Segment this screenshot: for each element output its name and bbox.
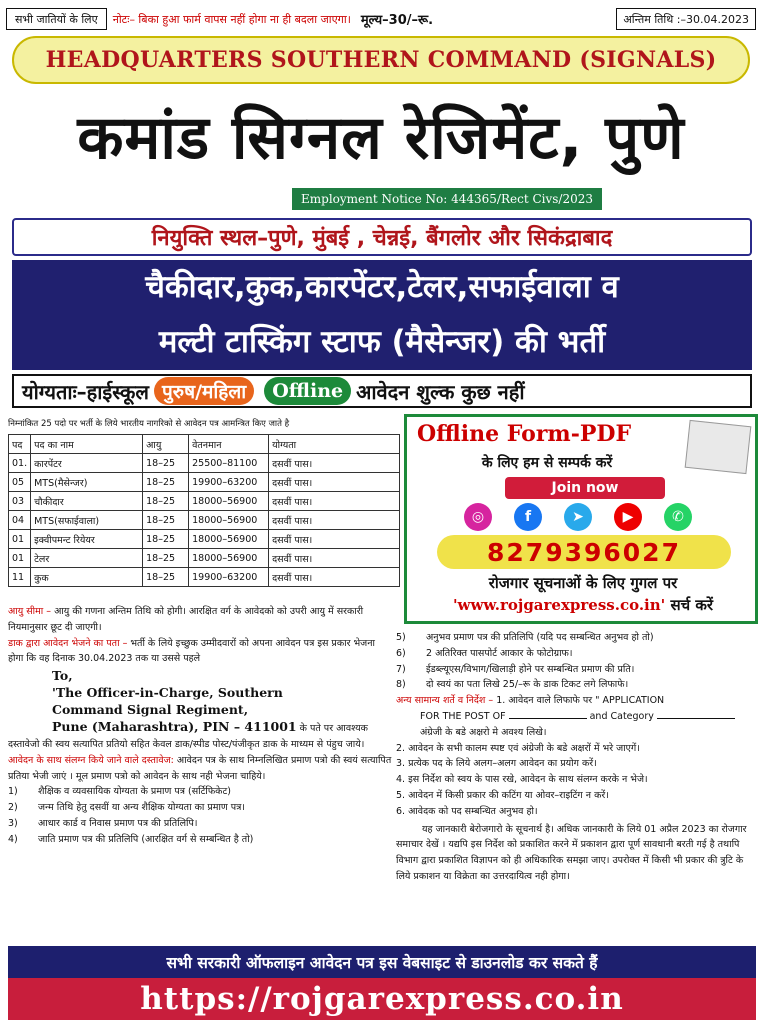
list-item [396,677,756,693]
table-cell: 18000–56900 [189,492,269,511]
no-return-note: नोटः– बिका हुआ फार्म वापस नहीं होगा ना ही बदला जाएगा। [112,12,351,26]
telegram-icon[interactable]: ➤ [564,503,592,531]
right-column [396,630,756,885]
table-cell: चौकीदार [31,492,143,511]
table-cell: 01 [9,549,31,568]
list-item [396,662,756,678]
address-line-1: 'The Officer-in-Charge, Southern [52,685,283,701]
condition-1a: 1. आवेदन वाले लिफाफे पर " APPLICATION [496,695,665,707]
list-item [396,630,756,646]
table-header: पद का नाम [31,435,143,454]
table-row [9,568,400,587]
table-cell: 19900–63200 [189,473,269,492]
age-paragraph [8,604,392,636]
documents-list [8,784,392,847]
condition-item: 6. आवेदक को पद सम्बन्धित अनुभव हो। [396,805,538,817]
join-now-button[interactable]: Join now [505,477,665,499]
age-text: आयु की गणना अन्तिम तिथि को होगी। आरक्षित वर्ग के आवेदको को उपरी आयु में सरकारी नियमानुसार छूट दी जाएगी। [8,606,364,633]
list-number: 8) [396,679,406,691]
qualification-label: योग्यताः–हाईस्कूल [22,379,149,404]
documents-paragraph [8,753,392,785]
hq-banner: HEADQUARTERS SOUTHERN COMMAND (SIGNALS) [12,36,750,84]
condition-1-line-2 [396,709,756,725]
table-cell: 18–25 [143,549,189,568]
promo-line-2 [413,595,753,615]
table-cell: 18000–56900 [189,511,269,530]
gender-badge: पुरुष/महिला [154,377,254,405]
table-cell: 11 [9,568,31,587]
table-cell: कारपेंटर [31,454,143,473]
conditions-list [396,741,756,820]
table-header: पद [9,435,31,454]
table-cell: 18–25 [143,568,189,587]
documents-label: आवेदन के साथ संलग्न किये जाने वाले दस्तावेज: [8,754,174,766]
condition-item: 5. आवेदन में किसी प्रकार की कटिंग या ओवर–राइटिंग न करें। [396,789,609,801]
conditions-label: अन्य सामान्य शर्ते व निर्देश – [396,695,494,707]
table-cell: कुक [31,568,143,587]
table-cell: 18000–56900 [189,530,269,549]
employment-notice: Employment Notice No: 444365/Rect Civs/2023 [292,188,602,210]
to-label: To, [52,668,73,684]
list-text: 2 अतिरिक्त पासपोर्ट आकार के फोटोग्राफ। [426,647,573,659]
table-intro: निम्नांकित 25 पदो पर भर्ती के लिये भारतीय नागरिको से आवेदन पत्र आमन्त्रित किए जाते है [8,419,290,429]
table-cell: इक्वीपमन्ट रियेयर [31,530,143,549]
age-label: आयु सीमा – [8,606,52,617]
table-cell: टेलर [31,549,143,568]
newspaper-thumbnail [685,420,752,474]
posting-places: नियुक्ति स्थल–पुणे, मुंबई , चेन्नई, बैंगलोर और सिकंद्राबाद [12,218,752,256]
conditions-paragraph [396,693,756,709]
offline-badge: Offline [264,377,351,405]
table-cell: MTS(सफाईवाला) [31,511,143,530]
left-column [8,604,392,848]
address-line-2: Command Signal Regiment, [52,702,249,718]
list-text: ईडब्ल्यूएस/विभाग/खिलाड़ी होने पर सम्बन्धित प्रमाण की प्रति। [426,663,635,675]
disclaimer: यह जानकारी बेरोजगारो के सूचनार्थ है। अधिक जानकारी के लिये 01 अप्रैल 2023 का रोजगार समाचार देखें । यद्यपि इस निर्देश को प्रकाशित करने में प्रकाशन द्वारा पूर्ण सावधानी बरती गई है तथापि विभाग द्वारा प्रकाशित विज्ञापन को ही अधिकारिक समझा जाए। उपरोक्त में किसी भी प्रकार की त्रुटि के लिये प्रकाशन या विक्रेता का उत्तरदायित्व नही होगा। [396,823,747,882]
last-date-label: अन्तिम तिथि :–30.04.2023 [616,8,756,30]
posts-banner [12,260,752,370]
table-row [9,511,400,530]
social-icons [453,503,703,533]
promo-subheading: के लिए हम से सम्पर्क करें [481,455,613,471]
list-text: आधार कार्ड व निवास प्रमाण पत्र की प्रतिलिपि। [38,817,198,829]
caste-label: सभी जातियों के लिए [6,8,107,30]
fee-label: आवेदन शुल्क कुछ नहीं [356,379,525,404]
table-row [9,530,400,549]
qualification-bar [12,374,752,408]
table-row [9,473,400,492]
address-line-3: Pune (Maharashtra), PIN – 411001 [52,719,297,735]
table-cell: 18–25 [143,530,189,549]
list-number: 4) [8,833,18,845]
posts-line-2: मल्टी टास्किंग स्टाफ (मैसेन्जर) की भर्ती [158,324,606,360]
address-text: भर्ती के लिये इच्छुक उम्मीदवारों को अपना आवेदन पत्र इस प्रकार भेजना होगा कि वह दिनाक 30.04.2023 तक या उससे पहले [8,637,375,665]
table-cell: 18–25 [143,473,189,492]
table-cell: 03 [9,492,31,511]
address-label: डाक द्वारा आवेदन भेजने का पता – [8,637,128,649]
table-cell: दसवीं पास। [269,549,400,568]
facebook-icon[interactable]: f [514,503,542,531]
blank-line [657,718,735,719]
list-number: 7) [396,663,406,675]
condition-1c: and Category [589,710,654,722]
list-item [8,816,392,832]
list-text: शैक्षिक व व्यवसायिक योग्यता के प्रमाण पत्र (सर्टिफिकेट) [38,786,231,798]
table-cell: दसवीं पास। [269,530,400,549]
table-row [9,492,400,511]
promo-heading: Offline Form-PDF [417,421,632,447]
promo-line-1: रोजगार सूचनाओं के लिए गुगल पर [488,574,678,592]
table-row [9,549,400,568]
table-cell: 18–25 [143,511,189,530]
list-number: 5) [396,632,406,643]
top-bar [6,6,756,32]
list-text: जन्म तिथि हेतु दसवीं या अन्य शैक्षिक योग्यता का प्रमाण पत्र। [38,802,246,814]
promo-search: सर्च करें [670,596,714,614]
list-text: अनुभव प्रमाण पत्र की प्रतिलिपि (यदि पद सम्बन्धित अनुभव हो तो) [426,632,654,643]
phone-number[interactable]: 8279396027 [437,535,731,569]
documents-text: आवेदन पत्र के साथ निम्नलिखित प्रमाण पत्रो की स्वयं सत्यापित प्रतिया भेजी जाएं । मूल प्रमाण पत्रो को आवेदन के साथ नही भेजना चाहिये। [8,754,392,782]
condition-item: 4. इस निर्देश को स्वय के पास रखे, आवेदन के साथ संलग्न करके न भेजे। [396,774,648,786]
list-item [8,832,392,848]
table-header: वेतनमान [189,435,269,454]
list-text: जाति प्रमाण पत्र की प्रतिलिपि (आरक्षित वर्ग से सम्बन्धित है तो) [38,833,254,845]
table-cell: MTS(मैसेन्जर) [31,473,143,492]
table-header-row [9,435,400,454]
promo-url[interactable]: 'www.rojgarexpress.co.in' [452,596,666,614]
posts-table [8,434,400,587]
address-paragraph [8,636,392,668]
address-after [8,718,392,753]
condition-item: 2. आवेदन के सभी कालम स्पष्ट एवं अंग्रेजी के बडे अक्षरों में भरे जाएगें। [396,742,640,754]
page-title: कमांड सिग्नल रेजिमेंट, पुणे [77,103,685,173]
promo-box [404,414,758,624]
table-header: योग्यता [269,435,400,454]
price-label: मूल्य–30/–रू. [360,13,434,28]
posts-line-1: चैकीदार,कुक,कारपेंटर,टेलर,सफाईवाला व [145,269,619,305]
list-text: दो स्वयं का पता लिखे 25/–रू के डाक टिकट लगे लिफाफे। [426,679,629,691]
table-cell: 18–25 [143,454,189,473]
blank-line [509,718,587,719]
list-item [8,784,392,800]
list-item [8,800,392,816]
list-number: 6) [396,647,406,659]
table-cell: दसवीं पास। [269,473,400,492]
address-after-text: के पते पर आवश्यक दस्तावेजो की स्वय सत्यापित प्रतियो सहित केवल डाक/स्पीड पोस्ट/पंजीकृत डाक के माध्यम से पंहुच जाये। [8,723,368,750]
youtube-icon[interactable]: ▶ [614,503,642,531]
condition-1b: FOR THE POST OF [420,710,506,722]
whatsapp-icon[interactable]: ✆ [664,503,692,531]
table-cell: 18000–56900 [189,549,269,568]
list-item [396,646,756,662]
condition-item: 3. प्रत्येक पद के लिये अलग–अलग आवेदन का प्रयोग करें। [396,758,597,770]
table-cell: दसवीं पास। [269,454,400,473]
table-header: आयु [143,435,189,454]
table-cell: 19900–63200 [189,568,269,587]
condition-1d: अंग्रेजी के बडे अक्षरो मे अवश्य लिखे। [420,726,547,738]
list-number: 2) [8,802,18,814]
table-cell: दसवीं पास। [269,511,400,530]
table-cell: 01 [9,530,31,549]
table-cell: दसवीं पास। [269,492,400,511]
instagram-icon[interactable]: ◎ [464,503,492,531]
footer-url[interactable]: https://rojgarexpress.co.in [8,978,756,1020]
table-cell: 05 [9,473,31,492]
table-cell: 04 [9,511,31,530]
table-cell: दसवीं पास। [269,568,400,587]
table-row [9,454,400,473]
footer-text: सभी सरकारी ऑफलाइन आवेदन पत्र इस वेबसाइट से डाउनलोड कर सकते हैं [8,946,756,978]
table-cell: 18–25 [143,492,189,511]
table-cell: 25500–81100 [189,454,269,473]
documents-list-continued [396,630,756,693]
table-cell: 01. [9,454,31,473]
list-number: 1) [8,786,18,798]
list-number: 3) [8,817,18,829]
